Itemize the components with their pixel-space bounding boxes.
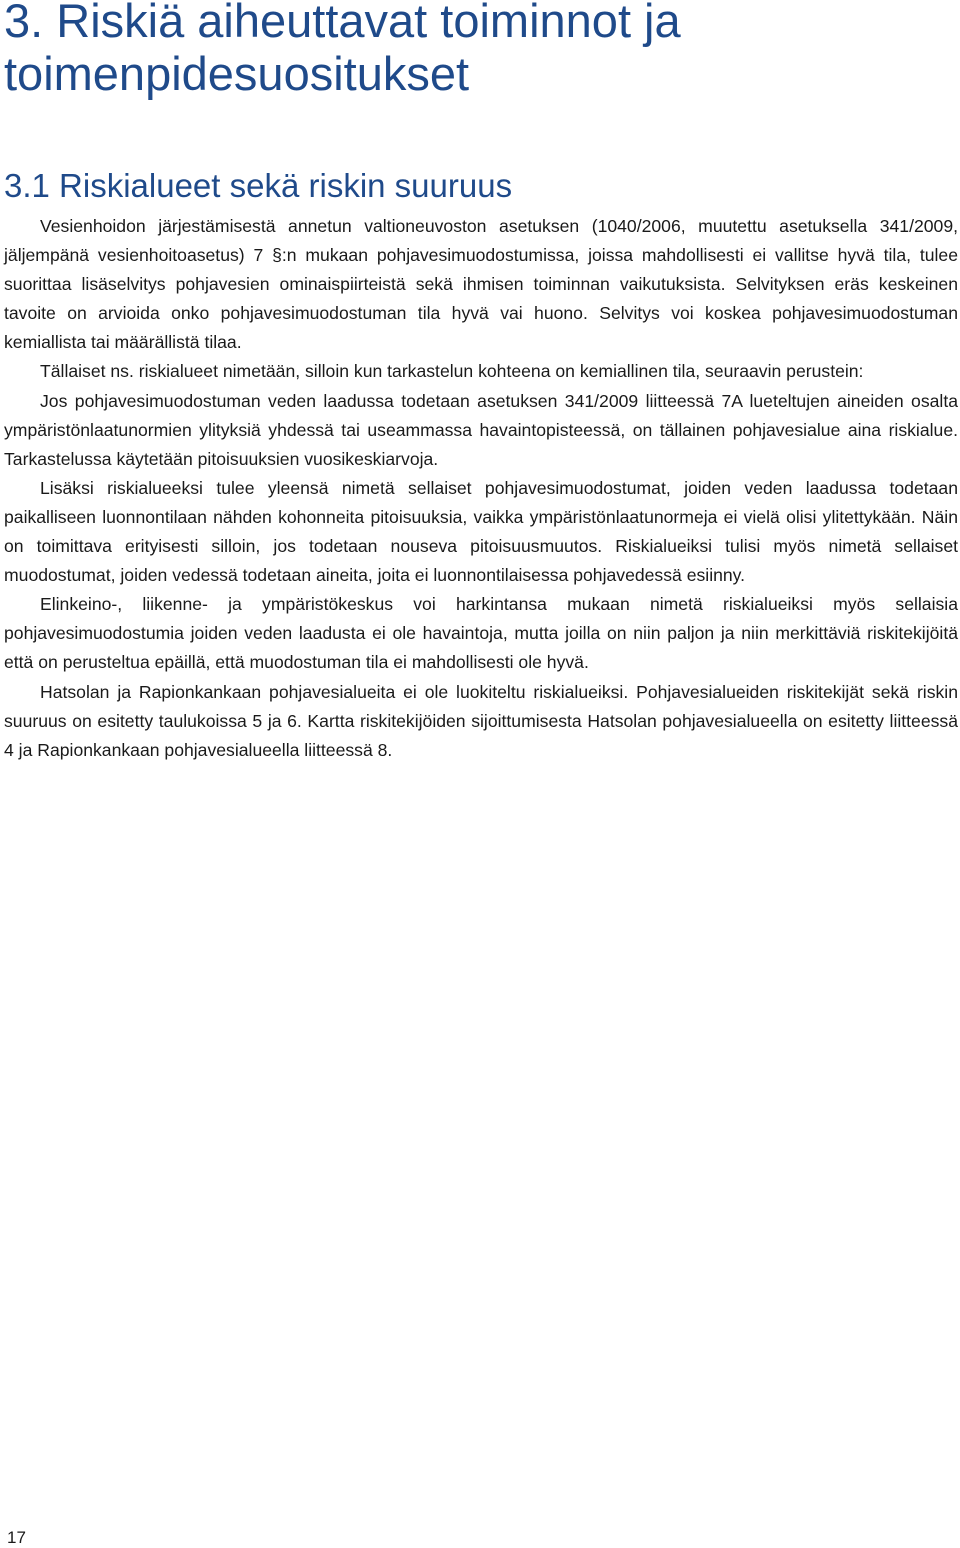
body-text bbox=[4, 212, 958, 765]
paragraph-criteria-lead: Tällaiset ns. riskialueet nimetään, silloin kun tarkastelun kohteena on kemiallinen tila, seuraavin perustein: bbox=[40, 361, 864, 382]
page-number: 17 bbox=[7, 1528, 26, 1547]
paragraph-criterion-elevated: Lisäksi riskialueeksi tulee yleensä nimetä sellaiset pohjavesimuodostumat, joiden veden laadussa todetaan paikalliseen luonnontilaan nähden kohonneita pitoisuuksia, vaikka ympäristönlaatunormeja ei vielä olisi ylitettykään. Näin on toimittava erityisesti silloin, jos todetaan nouseva pitoisuusmuutos. Riskialueiksi tulisi myös nimetä sellaiset muodostumat, joiden vedessä todetaan aineita, joita ei luonnontilaisessa pohjavedessä esiinny. bbox=[4, 477, 958, 586]
paragraph-intro: Vesienhoidon järjestämisestä annetun valtioneuvoston asetuksen (1040/2006, muutettu asetuksella 341/2009, jäljempänä vesienhoitoasetus) 7 §:n mukaan pohjavesimuodostumissa, joissa mahdollisesti ei vallitse hyvä tila, tulee suorittaa lisäselvitys pohjavesien ominaispiirteistä sekä ihmisen toiminnan vaikutuksista. Selvityksen eräs keskeinen tavoite on arvioida onko pohjavesimuodostuman tila hyvä vai huono. Selvitys voi koskea pohjavesimuodostuman kemiallista tai määrällistä tilaa. bbox=[4, 216, 958, 353]
paragraph-criterion-exceedance: Jos pohjavesimuodostuman veden laadussa todetaan asetuksen 341/2009 liitteessä 7A lueteltujen aineiden osalta ympäristönlaatunormien ylityksiä yhdessä tai useammassa havaintopisteessä, on tällainen pohjavesialue aina riskialue. Tarkastelussa käytetään pitoisuuksien vuosikeskiarvoja. bbox=[4, 390, 958, 469]
chapter-title: 3. Riskiä aiheuttavat toiminnot ja toimenpidesuositukset bbox=[4, 0, 681, 100]
section-title: 3.1 Riskialueet sekä riskin suuruus bbox=[4, 167, 513, 204]
paragraph-conclusion: Hatsolan ja Rapionkankaan pohjavesialueita ei ole luokiteltu riskialueiksi. Pohjavesialueiden riskitekijät sekä riskin suuruus on esitetty taulukoissa 5 ja 6. Kartta riskitekijöiden sijoittumisesta Hatsolan pohjavesialueella on esitetty liitteessä 4 ja Rapionkankaan pohjavesialueella liitteessä 8. bbox=[4, 681, 958, 760]
paragraph-centre-discretion: Elinkeino-, liikenne- ja ympäristökeskus voi harkintansa mukaan nimetä riskialueiksi myös sellaisia pohjavesimuodostumia joiden veden laadusta ei ole havaintoja, mutta joilla on niin paljon ja niin merkittäviä riskitekijöitä että on perusteltua epäillä, että muodostuman tila ei mahdollisesti ole hyvä. bbox=[4, 594, 958, 673]
